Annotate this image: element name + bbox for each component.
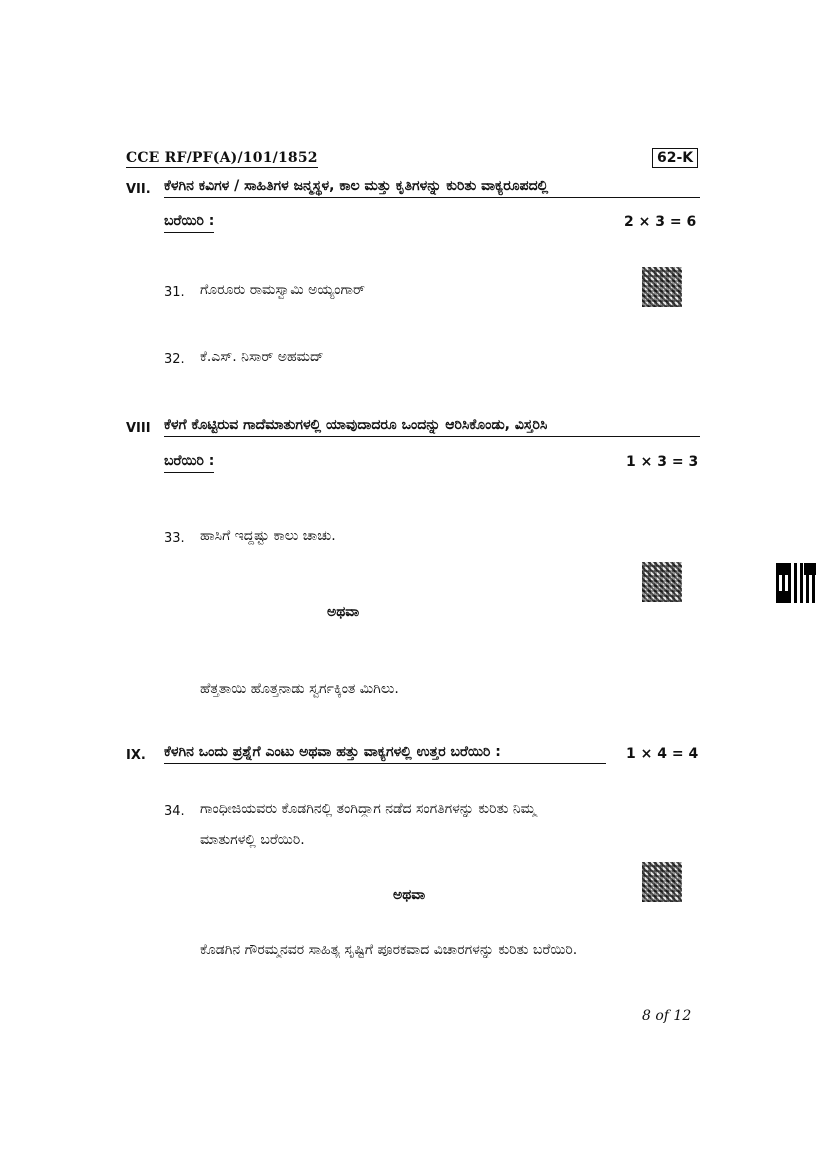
page-number: 8 of 12 [642,1008,692,1024]
exam-code: CCE RF/PF(A)/101/1852 [126,150,318,166]
question-32-text: ಕೆ.ಎಸ್. ನಿಸಾರ್ ಅಹಮದ್ [200,349,324,365]
qr-code-icon [642,267,682,307]
question-33-number: 33. [164,531,185,546]
side-qr-code-icon [776,563,816,603]
section-viii-marks: 1 × 3 = 3 [626,454,699,470]
section-vii-number: VII. [126,182,151,197]
or-label: ಅಥವಾ [327,604,360,620]
question-31-text: ಗೊರೂರು ರಾಮಸ್ವಾಮಿ ಅಯ್ಯಂಗಾರ್ [200,282,365,298]
section-vii-marks: 2 × 3 = 6 [624,214,697,230]
section-vii-instruction-cont: ಬರೆಯಿರಿ : [164,213,214,233]
question-34-number: 34. [164,804,185,819]
question-33-text: ಹಾಸಿಗೆ ಇದ್ದಷ್ಟು ಕಾಲು ಚಾಚು. [200,528,336,544]
section-ix-instruction: ಕೆಳಗಿನ ಒಂದು ಪ್ರಶ್ನೆಗೆ ಎಂಟು ಅಥವಾ ಹತ್ತು ವಾಕ್ಯಗಳಲ್ಲಿ ಉತ್ತರ ಬರೆಯಿರಿ : [164,744,606,764]
section-viii-instruction-cont: ಬರೆಯಿರಿ : [164,453,214,473]
question-32-number: 32. [164,352,185,367]
qr-code-icon [642,862,682,902]
or-label: ಅಥವಾ [393,887,426,903]
alternate-question-text: ಕೊಡಗಿನ ಗೌರಮ್ಮನವರ ಸಾಹಿತ್ಯ ಸೃಷ್ಟಿಗೆ ಪೂರಕವಾದ ವಿಚಾರಗಳನ್ನು ಕುರಿತು ಬರೆಯಿರಿ. [200,942,578,958]
section-vii-instruction: ಕೆಳಗಿನ ಕವಿಗಳ / ಸಾಹಿತಿಗಳ ಜನ್ಮಸ್ಥಳ, ಕಾಲ ಮತ್ತು ಕೃತಿಗಳನ್ನು ಕುರಿತು ವಾಕ್ಯರೂಪದಲ್ಲಿ [164,178,700,198]
paper-code-box: 62-K [652,148,698,168]
question-34-text-line1: ಗಾಂಧೀಜಿಯವರು ಕೊಡಗಿನಲ್ಲಿ ತಂಗಿದ್ದಾಗ ನಡೆದ ಸಂಗತಿಗಳನ್ನು ಕುರಿತು ನಿಮ್ಮ [200,801,536,817]
section-viii-instruction: ಕೆಳಗೆ ಕೊಟ್ಟಿರುವ ಗಾದೆಮಾತುಗಳಲ್ಲಿ ಯಾವುದಾದರೂ ಒಂದನ್ನು ಆರಿಸಿಕೊಂಡು, ವಿಸ್ತರಿಸಿ [164,417,700,437]
section-ix-marks: 1 × 4 = 4 [626,746,699,762]
section-ix-number: IX. [126,748,146,763]
alternate-proverb-text: ಹೆತ್ತತಾಯಿ ಹೊತ್ತನಾಡು ಸ್ವರ್ಗಕ್ಕಿಂತ ಮಿಗಿಲು. [200,681,399,697]
section-viii-number: VIII [126,421,151,436]
qr-code-icon [642,562,682,602]
question-34-text-line2: ಮಾತುಗಳಲ್ಲಿ ಬರೆಯಿರಿ. [200,832,305,848]
question-31-number: 31. [164,285,185,300]
